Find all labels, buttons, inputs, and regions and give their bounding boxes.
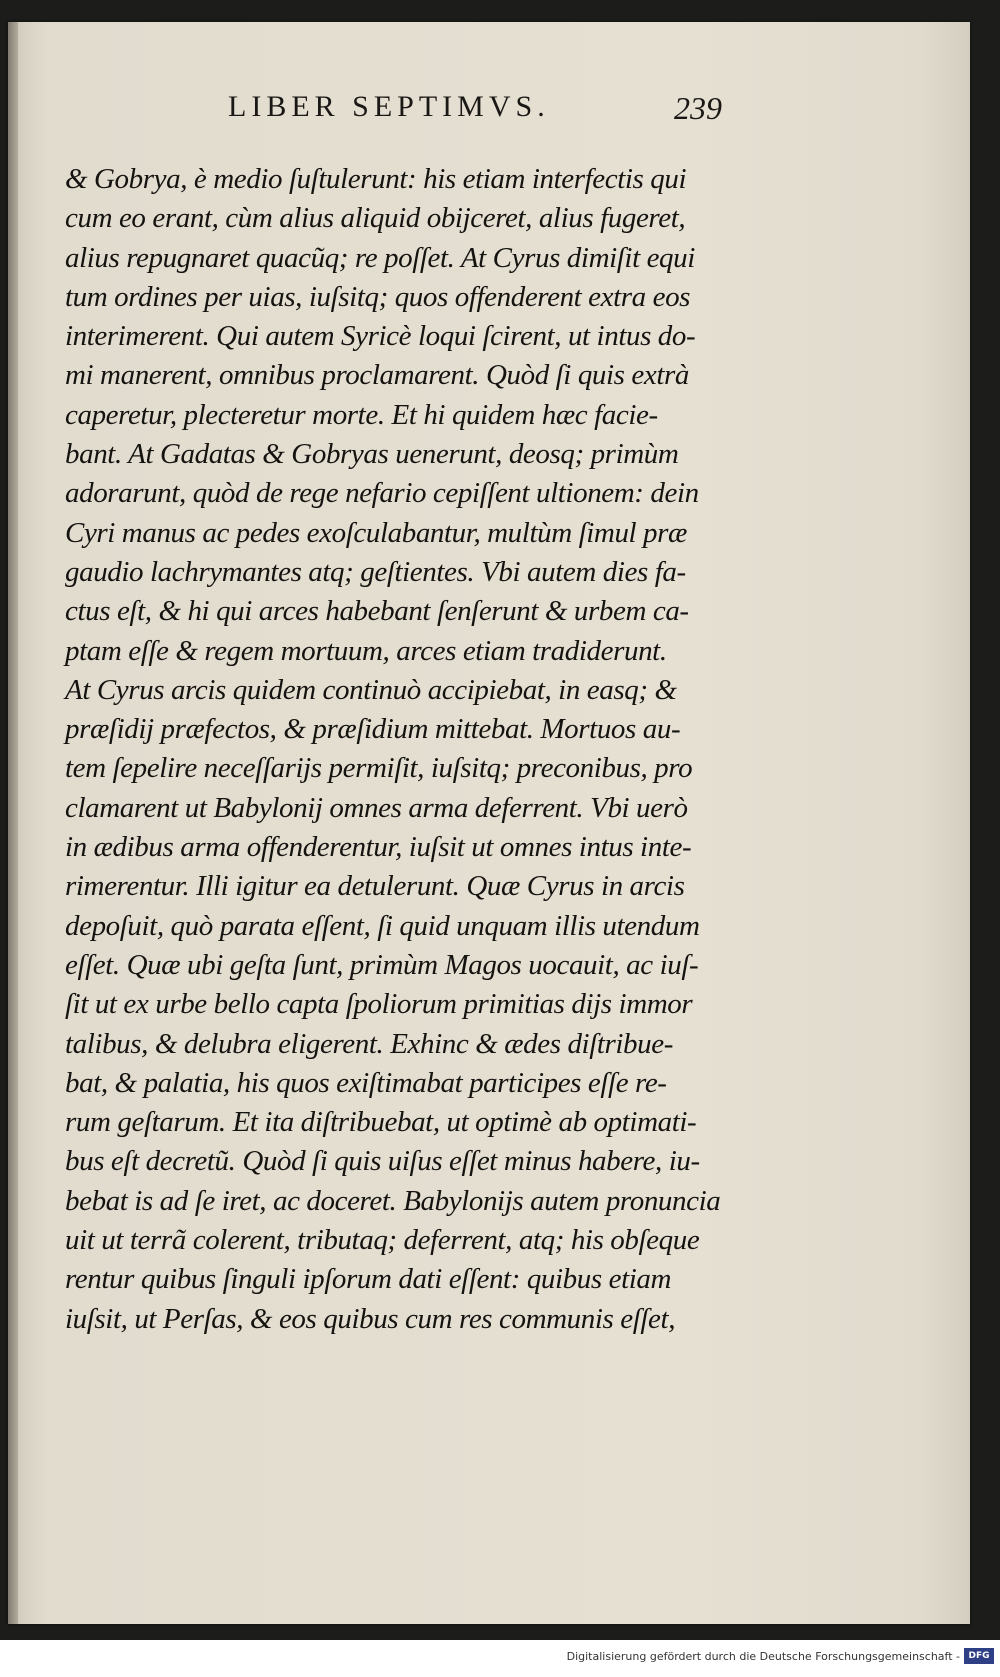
- body-text: [65, 160, 745, 1339]
- text-line: bus eſt decretũ. Quòd ſi quis uiſus eſſet minus habere, iu-: [65, 1145, 700, 1178]
- footer-bar: [0, 1640, 1000, 1677]
- text-line: alius repugnaret quacũq; re poſſet. At Cyrus dimiſit equi: [65, 241, 695, 274]
- text-line: mi manerent, omnibus proclamarent. Quòd ſi quis extrà: [65, 359, 689, 392]
- text-line: interimerent. Qui autem Syricè loqui ſcirent, ut intus do-: [65, 320, 696, 353]
- text-line: & Gobrya, è medio ſuſtulerunt: his etiam interfectis qui: [65, 163, 687, 195]
- text-line: bebat is ad ſe iret, ac doceret. Babylonijs autem pronuncia: [65, 1184, 721, 1217]
- funding-credit: Digitalisierung gefördert durch die Deutsche Forschungsgemeinschaft -: [566, 1650, 960, 1663]
- text-line: bat, & palatia, his quos exiſtimabat participes eſſe re-: [65, 1066, 667, 1099]
- page-edge-shadow: [8, 22, 18, 1624]
- text-line: rum geſtarum. Et ita diſtribuebat, ut optimè ab optimati-: [65, 1106, 697, 1139]
- text-line: tem ſepelire neceſſarijs permiſit, iuſsitq; preconibus, pro: [65, 752, 693, 785]
- page-header: [8, 90, 970, 140]
- text-line: bant. At Gadatas & Gobryas uenerunt, deosq; primùm: [65, 438, 679, 471]
- text-line: clamarent ut Babylonij omnes arma deferrent. Vbi uerò: [65, 791, 688, 824]
- text-line: gaudio lachrymantes atq; geſtientes. Vbi autem dies fa-: [65, 555, 686, 588]
- text-line: At Cyrus arcis quidem continuò accipiebat, in easq; &: [65, 673, 677, 706]
- text-line: ptam eſſe & regem mortuum, arces etiam tradiderunt.: [65, 634, 667, 667]
- text-line: ſit ut ex urbe bello capta ſpoliorum primitias dijs immor: [65, 988, 693, 1021]
- text-line: eſſet. Quæ ubi geſta ſunt, primùm Magos uocauit, ac iuſ-: [65, 948, 699, 981]
- text-line: depoſuit, quò parata eſſent, ſi quid unquam illis utendum: [65, 909, 700, 942]
- text-line: talibus, & delubra eligerent. Exhinc & ædes diſtribue-: [65, 1027, 673, 1060]
- text-line: ctus eſt, & hi qui arces habebant ſenſerunt & urbem ca-: [65, 595, 689, 628]
- text-line: rimerentur. Illi igitur ea detulerunt. Quæ Cyrus in arcis: [65, 870, 685, 903]
- text-line: in ædibus arma offenderentur, iuſsit ut omnes intus inte-: [65, 831, 692, 864]
- text-line: præſidij præfectos, & præſidium mittebat. Mortuos au-: [65, 713, 681, 746]
- text-line: uit ut terrã colerent, tributaq; deferrent, atq; his obſeque: [65, 1224, 700, 1257]
- text-line: tum ordines per uias, iuſsitq; quos offenderent extra eos: [65, 280, 691, 313]
- text-line: cum eo erant, cùm alius aliquid obijceret, alius fugeret,: [65, 202, 686, 235]
- text-line: iuſsit, ut Perſas, & eos quibus cum res communis eſſet,: [65, 1302, 676, 1335]
- page-number: 239: [674, 90, 722, 126]
- text-line: adorarunt, quòd de rege nefario cepiſſent ultionem: dein: [65, 477, 699, 510]
- book-page: [8, 22, 970, 1624]
- text-line: caperetur, plecteretur morte. Et hi quidem hæc facie-: [65, 398, 658, 431]
- dfg-logo-icon: DFG: [964, 1648, 994, 1664]
- text-line: rentur quibus ſinguli ipſorum dati eſſent: quibus etiam: [65, 1263, 672, 1296]
- text-line: Cyri manus ac pedes exoſculabantur, multùm ſimul præ: [65, 516, 687, 549]
- running-head: LIBER SEPTIMVS.: [228, 90, 550, 123]
